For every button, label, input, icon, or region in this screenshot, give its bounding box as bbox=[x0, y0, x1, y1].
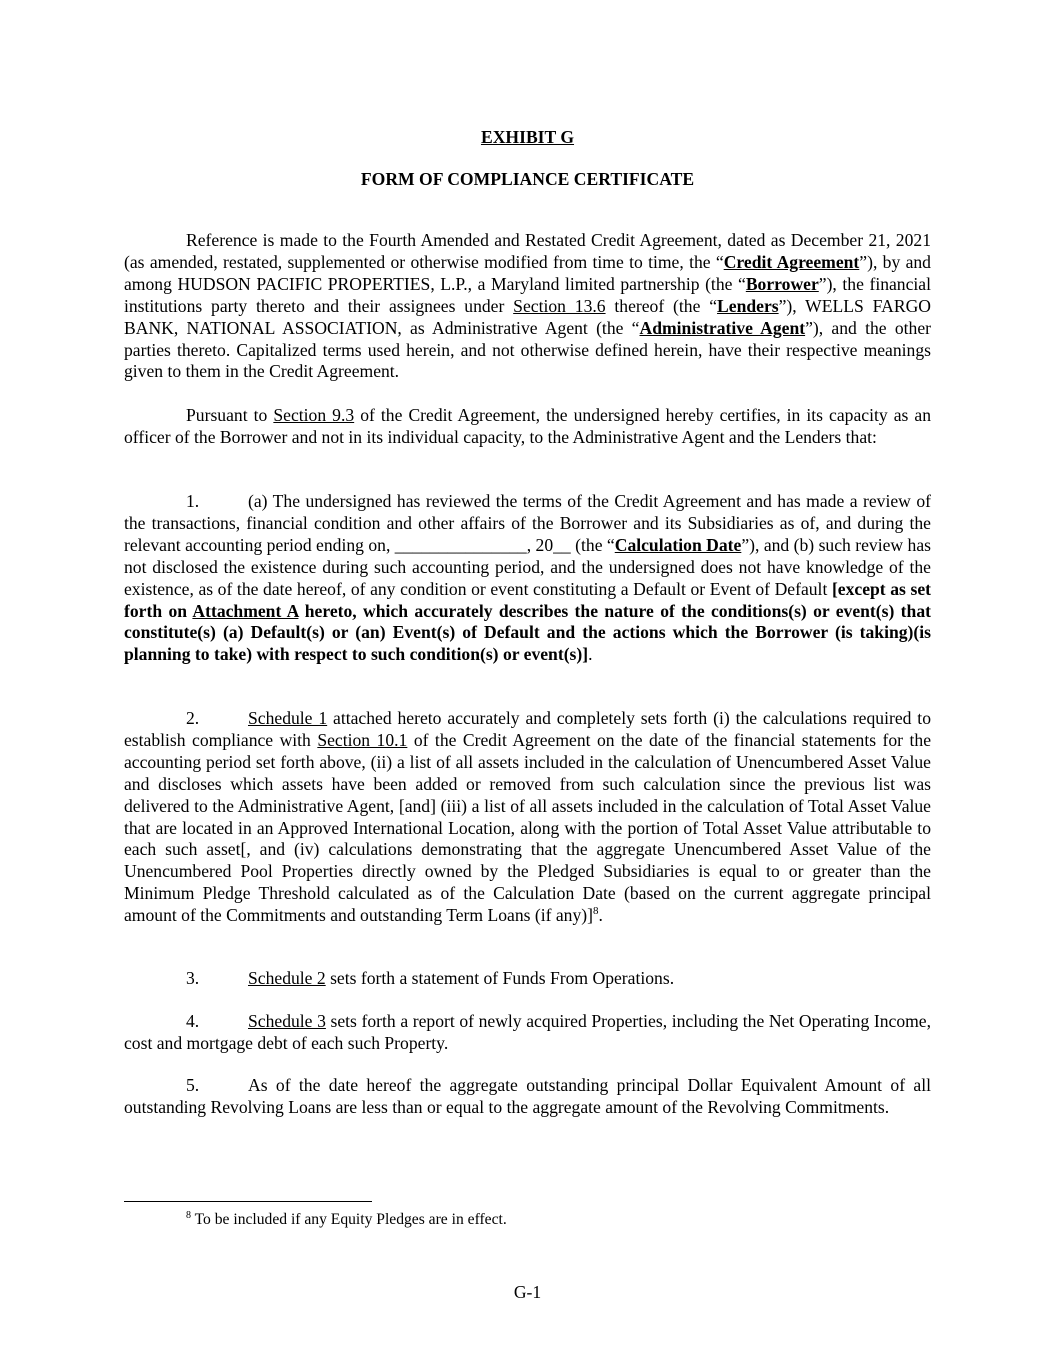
defined-term-borrower: Borrower bbox=[745, 273, 819, 294]
schedule-reference: Schedule 2 bbox=[248, 968, 326, 988]
certification-item-4: 4. Schedule 3 sets forth a report of newly acquired Properties, including the Net Operating Income, cost and mortgage debt of each such Property. bbox=[124, 1011, 932, 1053]
footnote-separator bbox=[124, 1201, 372, 1202]
item-number: 2. bbox=[186, 708, 200, 728]
defined-term-credit-agreement: Credit Agreement bbox=[723, 251, 860, 272]
footnote: $^8$ To be included if any Equity Pledges are in effect. bbox=[186, 1209, 507, 1228]
section-reference: Section 10.1 bbox=[317, 729, 408, 750]
attachment-reference: Attachment A bbox=[192, 600, 299, 621]
schedule-reference: Schedule 1 bbox=[248, 708, 328, 728]
item-number: 1. bbox=[186, 491, 200, 511]
section-reference: Section 13.6 bbox=[513, 295, 606, 316]
pursuant-paragraph: Pursuant to Section 9.3 of the Credit Agreement, the undersigned hereby certifies, in its capacity as an officer of the Borrower and not in its individual capacity, to the Administrative Agent and the Lenders that: bbox=[124, 405, 931, 447]
intro-paragraph: Reference is made to the Fourth Amended and Restated Credit Agreement, dated as December 21, 2021 (as amended, restated, supplemented or otherwise modified from time to time, the “Credit Agreement”), by and among HUDSON PACIFIC PROPERTIES, L.P., a Maryland limited partnership (the “Borrower”), the financial institutions party thereto and their assignees under Section 13.6 thereof (the “Lenders”), WELLS FARGO BANK, NATIONAL ASSOCIATION, as Administrative Agent (the “Administrative Agent”), and the other parties thereto. Capitalized terms used herein, and not otherwise defined herein, have their respective meanings given to them in the Credit Agreement. bbox=[124, 230, 931, 382]
footnote-marker: 8 bbox=[593, 905, 599, 918]
item-number: 4. bbox=[186, 1011, 200, 1031]
certification-item-2: 2. Schedule 1 attached hereto accurately and completely sets forth (i) the calculations required to establish compliance with Section 10.1 of the Credit Agreement on the date of the financial statements for the accounting period set forth above, (ii) a list of all assets included in the calculation of Unencumbered Asset Value and discloses which assets have been added or removed from such calculation since the previous list was delivered to the Administrative Agent, [and] (iii) a list of all assets included in the calculation of Total Asset Value that are located in an Approved International Location, along with the portion of Total Asset Value attributable to each such asset[, and (iv) calculations demonstrating that the aggregate Unencumbered Asset Value of the Unencumbered Pool Properties directly owned by the Pledged Subsidiaries is equal to or greater than the Minimum Pledge Threshold calculated as of the Calculation Date (based on the current aggregate principal amount of the Commitments and outstanding Term Loans (if any)]$^8$. bbox=[124, 708, 931, 926]
defined-term-administrative-agent: Administrative Agent bbox=[639, 317, 806, 338]
certification-item-1: 1. (a) The undersigned has reviewed the terms of the Credit Agreement and has made a review of the transactions, financial condition and other affairs of the Borrower and its Subsidiaries as of, and during the relevant accounting period ending on, _______________, 20__ (the “Calculation Date”), and (b) such review has not disclosed the existence during such accounting period, and the undersigned does not have knowledge of the existence, as of the date hereof, of any condition or event constituting a Default or Event of Default [except as set forth on Attachment A hereto, which accurately describes the nature of the conditions(s) or event(s) that constitute(s) (a) Default(s) or (an) Event(s) of Default and the actions which the Borrower (is taking)(is planning to take) with respect to such condition(s) or event(s)]. bbox=[124, 491, 932, 665]
footnote-marker: 8 bbox=[186, 1209, 191, 1221]
document-title: FORM OF COMPLIANCE CERTIFICATE bbox=[360, 169, 695, 189]
exhibit-label: EXHIBIT G bbox=[480, 127, 575, 147]
item-number: 5. bbox=[186, 1075, 200, 1095]
defined-term-calculation-date: Calculation Date bbox=[614, 534, 742, 555]
schedule-reference: Schedule 3 bbox=[248, 1011, 326, 1031]
defined-term-lenders: Lenders bbox=[717, 295, 779, 316]
certification-item-3: 3. Schedule 2 sets forth a statement of Funds From Operations. bbox=[186, 968, 675, 988]
certification-item-5: 5. As of the date hereof the aggregate outstanding principal Dollar Equivalent Amount of all outstanding Revolving Loans are less than or equal to the aggregate amount of the Revolving Commitments. bbox=[124, 1075, 931, 1117]
section-reference: Section 9.3 bbox=[273, 405, 355, 425]
item-number: 3. bbox=[186, 968, 200, 988]
page-number: G-1 bbox=[513, 1282, 542, 1302]
